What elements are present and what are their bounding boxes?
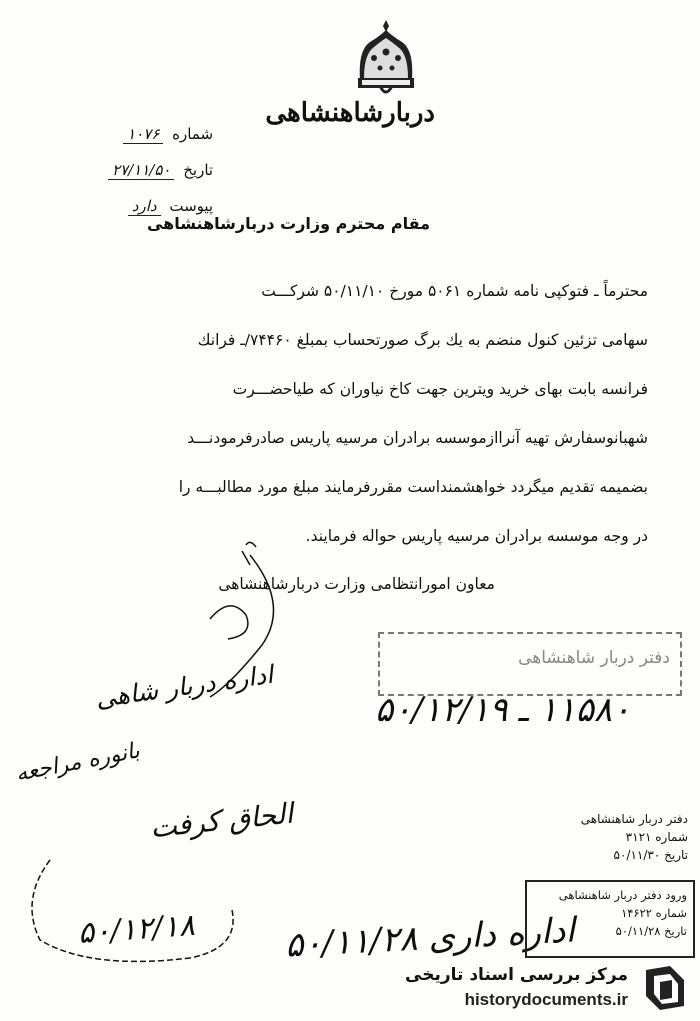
handwritten-loop-mark — [10, 840, 260, 970]
registry-stamp-line: تاریخ ۵۰/۱۱/۳۰ — [613, 848, 688, 862]
body-line: شهبانوسفارش تهیه آنراازموسسه برادران مرسیه پاریس صادرفرمودنـــد — [187, 429, 648, 447]
watermark-url: historydocuments.ir — [464, 990, 628, 1009]
letter-meta — [108, 116, 213, 224]
body-line: سهامی تزئین کنول منضم به یك برگ صورتحساب بمبلغ ۷۴۴۶۰/ـ فرانك — [197, 331, 648, 349]
entry-stamp — [525, 880, 695, 958]
body-line: محترماً ـ فتوکپی نامه شماره ۵۰۶۱ مورخ ۵۰/۱۱/۱۰ شرکـــت — [261, 282, 648, 300]
meta-date-row — [108, 152, 213, 188]
registry-stamp-line: دفتر دربار شاهنشاهی — [580, 812, 688, 826]
history-documents-logo-icon — [640, 962, 690, 1014]
body-line: فرانسه بابت بهای خرید ویترین جهت کاخ نیاوران که طیاحضـــرت — [232, 380, 648, 398]
attachment-label: پیوست — [169, 197, 214, 215]
handwritten-reference: اداره داری ۵۰/۱۱/۲۸ — [284, 910, 576, 966]
registry-stamp — [430, 810, 688, 878]
receipt-stamp — [378, 632, 682, 696]
registry-stamp-line: شماره ۳۱۲۱ — [625, 830, 688, 844]
receipt-stamp-text: دفتر دربار شاهنشاهی — [518, 648, 670, 668]
body-line: در وجه موسسه برادران مرسیه پاریس حواله فرمایند. — [305, 527, 648, 545]
court-title: دربارشاهنشاهی — [265, 98, 435, 128]
handwritten-stamp-number: ۱۱۵۸۰ ـ ۵۰/۱۲/۱۹ — [375, 690, 631, 730]
addressee: مقام محترم وزارت دربارشاهنشاهی — [146, 214, 430, 233]
meta-number-row — [108, 116, 213, 152]
handwritten-note-line1: اداره دربار شاهی — [93, 659, 275, 714]
watermark-org: مرکز بررسی اسناد تاریخی — [405, 965, 628, 985]
signer-title: معاون امورانتظامی وزارت دربارشاهنشاهی — [218, 575, 495, 593]
pahlavi-crown-icon — [350, 20, 422, 100]
date-value: ۲۷/۱۱/۵۰ — [108, 161, 174, 180]
number-label: شماره — [172, 125, 214, 143]
handwritten-note-line2: بانوره مراجعه — [13, 738, 142, 787]
entry-stamp-line: ورود دفتر دربار شاهنشاهی — [558, 888, 687, 902]
body-line: بضمیمه تقدیم میگردد خواهشمنداست مقررفرمایند مبلغ مورد مطالبـــه را — [178, 478, 648, 496]
entry-stamp-line: تاریخ ۵۰/۱۱/۲۸ — [615, 924, 687, 938]
handwritten-date: ۵۰/۱۲/۱۸ — [76, 907, 196, 952]
handwritten-note-line3: الحاق کرفت — [148, 796, 295, 845]
attachment-value: دارد — [128, 197, 161, 216]
date-label: تاریخ — [183, 161, 214, 179]
entry-stamp-line: شماره ۱۴۶۲۲ — [621, 906, 687, 920]
number-value: ۱۰۷۶ — [123, 125, 163, 144]
